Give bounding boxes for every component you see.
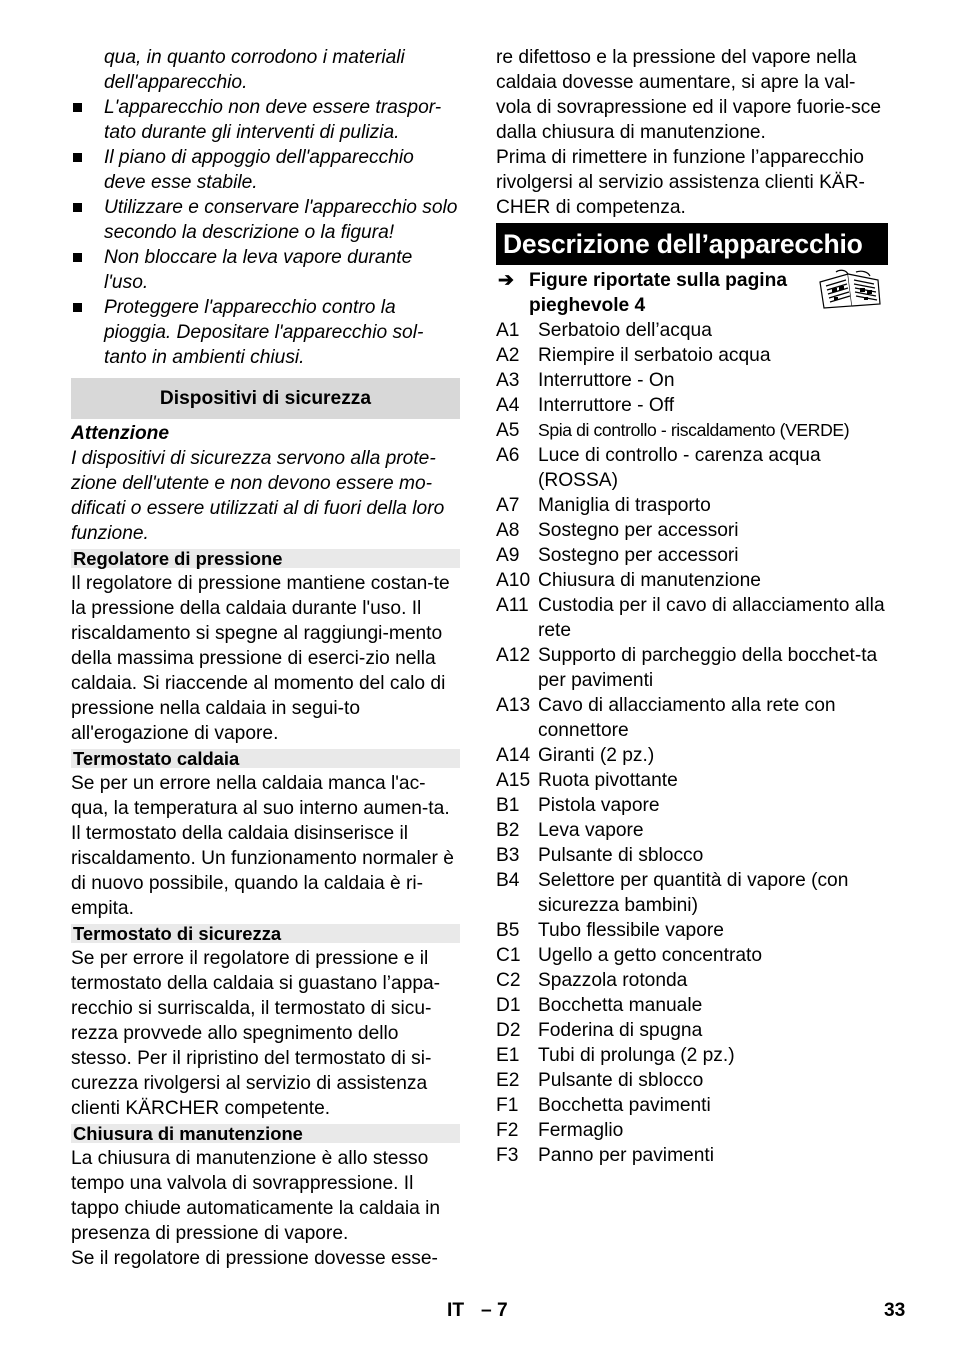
bullet-square-icon	[73, 153, 82, 162]
list-item: A9 Sostegno per accessori	[496, 545, 739, 566]
footer-page-label: – 7	[481, 1300, 508, 1321]
bullet-item: Non bloccare la leva vapore durante l'uso.	[71, 245, 460, 295]
footer-language: IT	[447, 1300, 465, 1321]
list-item: A8 Sostegno per accessori	[496, 520, 739, 541]
paragraph: Se per un errore nella caldaia manca l'ac-qua, la temperatura al suo interno aumen-ta. Il termostato della caldaia disinserisce il riscaldamento. Un funzionamento normaler è di nuovo possibile, quando la caldaia è ri-empita.	[71, 773, 454, 919]
list-item: B1 Pistola vapore	[496, 795, 660, 816]
paragraph: re difettoso e la pressione del vapore nella caldaia dovesse aumentare, si apre la val-vola di sovrapressione ed il vapore fuorie-sce dalla chiusura di manutenzione.	[496, 47, 882, 143]
list-item: A13 Cavo di allacciamento alla rete con connettore	[496, 695, 836, 741]
list-item: A15 Ruota pivottante	[496, 770, 678, 791]
list-item: F3 Panno per pavimenti	[496, 1145, 714, 1166]
list-item: A4 Interruttore - Off	[496, 395, 675, 416]
subheading-pressure-regulator: Regolatore di pressione	[71, 549, 460, 568]
section-heading-safety: Dispositivi di sicurezza	[71, 378, 460, 419]
figure-reference-note: ➔ Figure riportate sulla pagina pieghevole 4	[496, 268, 888, 318]
paragraph: Prima di rimettere in funzione l’apparecchio rivolgersi al servizio assistenza clienti KÄR-CHER di competenza.	[496, 147, 865, 218]
list-item: E2 Pulsante di sblocco	[496, 1070, 704, 1091]
warning-text: I dispositivi di sicurezza servono alla prote-zione dell'utente e non devono essere mo-dificati o essere utilizzati al di fuori della loro funzione.	[71, 448, 445, 544]
list-item: F1 Bocchetta pavimenti	[496, 1095, 711, 1116]
list-item: C2 Spazzola rotonda	[496, 970, 688, 991]
bullet-square-icon	[73, 303, 82, 312]
bullet-square-icon	[73, 103, 82, 112]
list-item: A10 Chiusura di manutenzione	[496, 570, 761, 591]
right-column	[496, 45, 888, 1168]
paragraph: La chiusura di manutenzione è allo stesso tempo una valvola di sovrappressione. Il tappo chiude automaticamente la caldaia in presenza di pressione di vapore.	[71, 1148, 441, 1244]
left-column	[71, 45, 460, 1271]
list-item: A12 Supporto di parcheggio della bocchet-ta per pavimenti	[496, 645, 878, 691]
list-item: C1 Ugello a getto concentrato	[496, 945, 763, 966]
list-item: B4 Selettore per quantità di vapore (con sicurezza bambini)	[496, 870, 849, 916]
list-item: D1 Bocchetta manuale	[496, 995, 703, 1016]
continued-text: qua, in quanto corrodono i materiali dell'apparecchio.	[104, 47, 405, 93]
list-item: B2 Leva vapore	[496, 820, 644, 841]
list-item: B3 Pulsante di sblocco	[496, 845, 704, 866]
subheading-boiler-thermostat: Termostato caldaia	[71, 749, 460, 768]
bullet-item: Proteggere l'apparecchio contro la pioggia. Depositare l'apparecchio sol-tanto in ambienti chiusi.	[71, 295, 460, 370]
list-item: A7 Maniglia di trasporto	[496, 495, 711, 516]
paragraph: Se il regolatore di pressione dovesse esse-	[71, 1248, 438, 1269]
bullet-square-icon	[73, 203, 82, 212]
bullet-item: Il piano di appoggio dell'apparecchio deve esse stabile.	[71, 145, 460, 195]
list-item: A14 Giranti (2 pz.)	[496, 745, 655, 766]
section-heading-device-description: Descrizione dell’apparecchio	[496, 223, 888, 265]
list-item: F2 Fermaglio	[496, 1120, 624, 1141]
subheading-safety-thermostat: Termostato di sicurezza	[71, 924, 460, 943]
list-item: A11 Custodia per il cavo di allacciamento alla rete	[496, 595, 885, 641]
list-item: A3 Interruttore - On	[496, 370, 675, 391]
list-item: B5 Tubo flessibile vapore	[496, 920, 724, 941]
bullet-item: Utilizzare e conservare l'apparecchio solo secondo la descrizione o la figura!	[71, 195, 460, 245]
list-item: D2 Foderina di spugna	[496, 1020, 703, 1041]
paragraph: Se per errore il regolatore di pressione e il termostato della caldaia si guastano l’appa-recchio si surriscalda, il termostato di sicu-rezza provvede allo spegnimento dello stesso. Per il ripristino del termostato di si-curezza rivolgersi al servizio di assistenza clienti KÄRCHER competente.	[71, 948, 441, 1119]
list-item: A1 Serbatoio dell’acqua	[496, 320, 712, 341]
subheading-maintenance-cap: Chiusura di manutenzione	[71, 1124, 460, 1143]
open-book-icon	[816, 268, 884, 310]
bullet-square-icon	[73, 253, 82, 262]
bullet-item: L'apparecchio non deve essere traspor-tato durante gli interventi di pulizia.	[71, 95, 460, 145]
footer-page-number: 33	[884, 1300, 906, 1321]
component-list	[496, 318, 888, 1168]
list-item: A5 Spia di controllo - riscaldamento (VERDE)	[496, 420, 850, 441]
list-item: E1 Tubi di prolunga (2 pz.)	[496, 1045, 735, 1066]
arrow-right-icon: ➔	[498, 270, 515, 291]
paragraph: Il regolatore di pressione mantiene costan-te la pressione della caldaia durante l'uso. Il riscaldamento si spegne al raggiungi-mento della massima pressione di eserci-zio nella caldaia. Si riaccende al momento del calo di pressione nella caldaia in segui-to all'erogazione di vapore.	[71, 573, 450, 744]
warning-label: Attenzione	[71, 423, 170, 444]
list-item: A2 Riempire il serbatoio acqua	[496, 345, 771, 366]
list-item: A6 Luce di controllo - carenza acqua (ROSSA)	[496, 445, 821, 491]
